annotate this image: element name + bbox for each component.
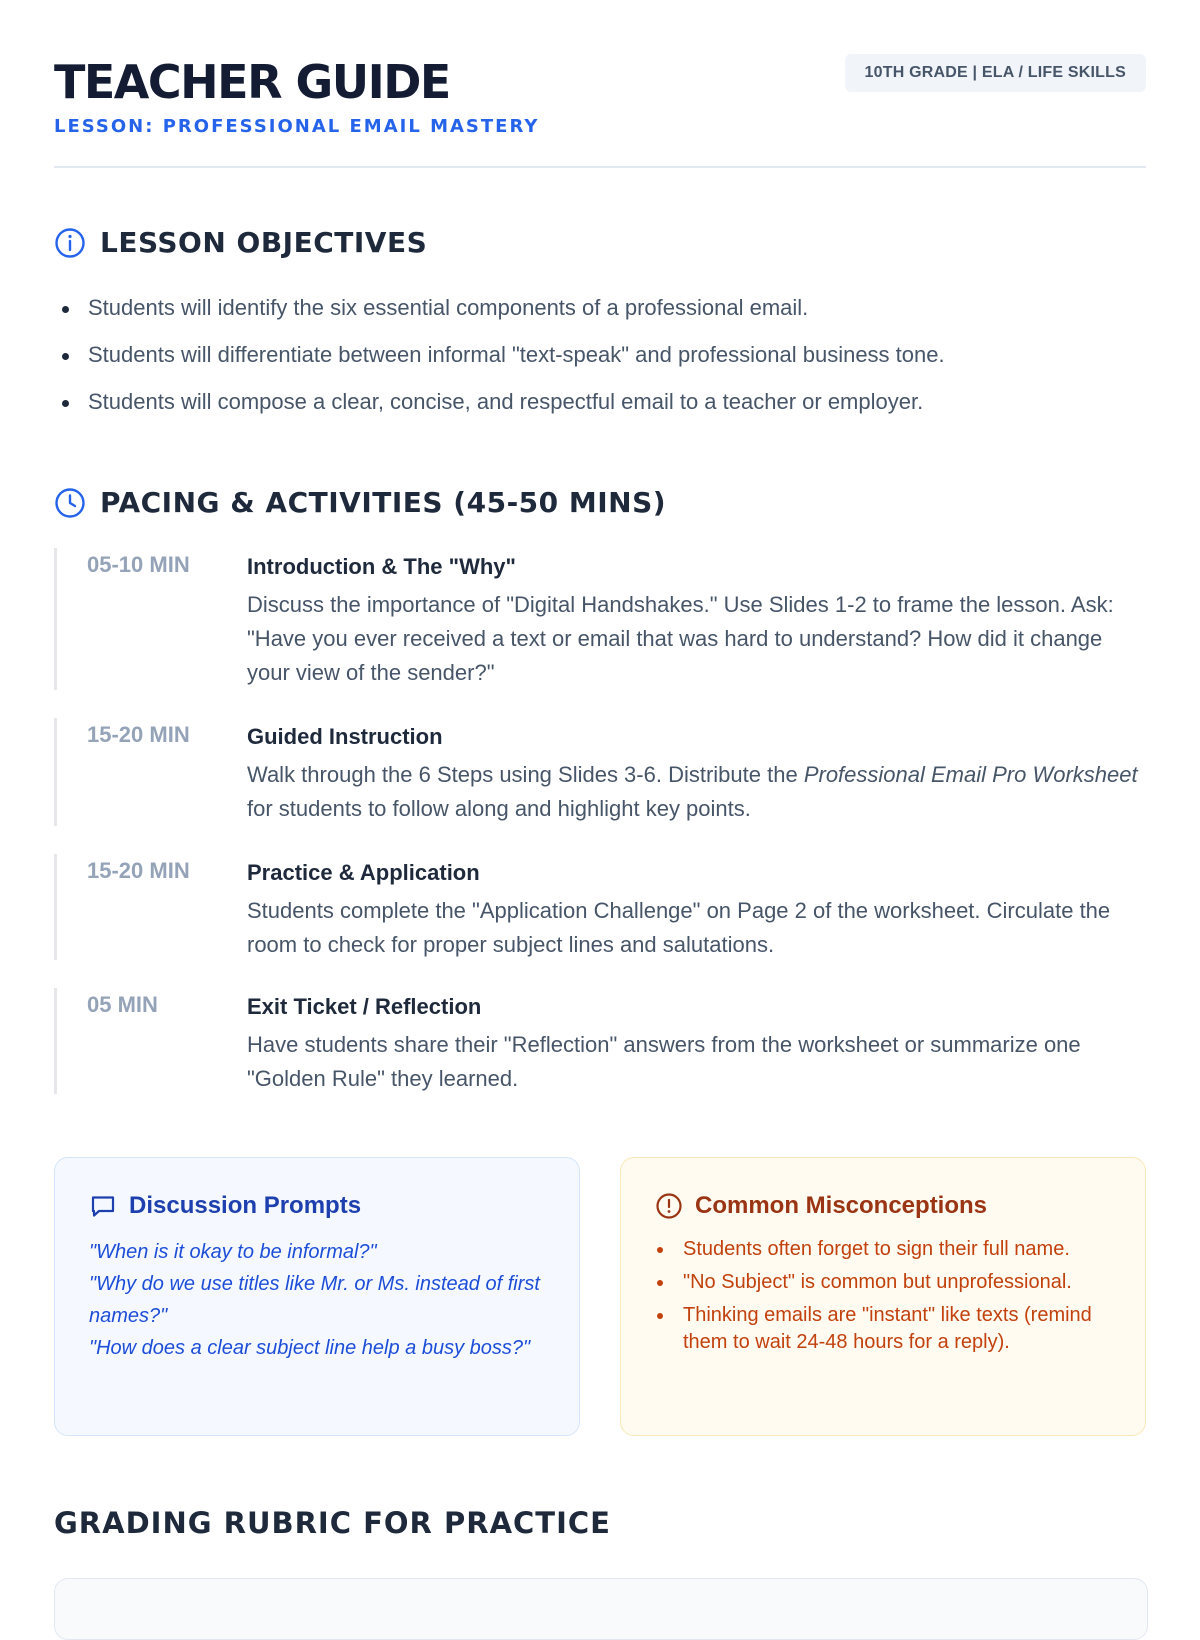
discussion-prompt: "Why do we use titles like Mr. or Ms. instead of first names?" <box>89 1273 540 1327</box>
objectives-list <box>54 288 1146 429</box>
pacing-activity-title: Practice & Application <box>247 860 480 885</box>
pacing-row <box>54 548 1146 690</box>
discussion-prompts-list <box>89 1236 545 1364</box>
page-header <box>54 0 1146 168</box>
chat-bubble-icon <box>89 1192 117 1220</box>
clock-icon <box>54 487 86 519</box>
pacing-time: 05 MIN <box>87 992 158 1017</box>
rubric-table <box>54 1578 1148 1640</box>
pacing-time: 15-20 MIN <box>87 722 190 747</box>
misconceptions-heading <box>655 1188 1111 1224</box>
misconceptions-title: Common Misconceptions <box>695 1192 988 1219</box>
list-item: "No Subject" is common but unprofessional. <box>655 1269 1111 1296</box>
pacing-activity-desc <box>247 758 1146 826</box>
pacing-heading <box>54 486 666 519</box>
desc-text: for students to follow along and highlight key points. <box>247 796 751 821</box>
list-item: Students often forget to sign their full name. <box>655 1236 1111 1263</box>
pacing-row <box>54 718 1146 826</box>
pacing-time: 15-20 MIN <box>87 858 190 883</box>
pacing-activity-title: Exit Ticket / Reflection <box>247 994 482 1019</box>
discussion-prompts-card <box>54 1157 580 1436</box>
worksheet-title: Professional Email Pro Worksheet <box>803 762 1138 787</box>
discussion-prompt: "When is it okay to be informal?" <box>89 1241 377 1263</box>
pacing-timeline <box>54 548 1146 1094</box>
rubric-heading: GRADING RUBRIC FOR PRACTICE <box>54 1506 611 1540</box>
list-item: Thinking emails are "instant" like texts (remind them to wait 24-48 hours for a reply). <box>655 1302 1111 1356</box>
misconceptions-list <box>655 1236 1111 1356</box>
discussion-prompt: "How does a clear subject line help a busy boss?" <box>89 1337 531 1359</box>
pacing-activity-desc: Discuss the importance of "Digital Handshakes." Use Slides 1-2 to frame the lesson. Ask: "Have you ever received a text or email that was hard to understand? How did it change your view of the sender?" <box>247 592 1114 685</box>
misconceptions-card <box>620 1157 1146 1436</box>
list-item: Students will identify the six essential components of a professional email. <box>54 288 1146 335</box>
objectives-heading <box>54 226 427 259</box>
pacing-row <box>54 854 1146 960</box>
pacing-row <box>54 988 1146 1094</box>
discussion-heading <box>89 1188 545 1224</box>
discussion-title: Discussion Prompts <box>129 1192 362 1219</box>
pacing-activity-title: Introduction & The "Why" <box>247 554 516 579</box>
list-item: Students will compose a clear, concise, and respectful email to a teacher or employer. <box>54 382 1146 429</box>
objectives-title: LESSON OBJECTIVES <box>100 226 428 259</box>
list-item: Students will differentiate between informal "text-speak" and professional business tone. <box>54 335 1146 382</box>
pacing-activity-desc: Students complete the "Application Challenge" on Page 2 of the worksheet. Circulate the room to check for proper subject lines and salutations. <box>247 898 1111 957</box>
pacing-title: PACING & ACTIVITIES (45-50 MINS) <box>100 486 667 519</box>
page-title: TEACHER GUIDE <box>54 55 450 109</box>
desc-text: Walk through the 6 Steps using Slides 3-6. Distribute the <box>247 762 804 787</box>
info-icon <box>54 227 86 259</box>
pacing-time: 05-10 MIN <box>87 552 190 577</box>
alert-circle-icon <box>655 1192 683 1220</box>
lesson-subtitle: LESSON: PROFESSIONAL EMAIL MASTERY <box>54 116 540 137</box>
pacing-activity-desc: Have students share their "Reflection" answers from the worksheet or summarize one "Golden Rule" they learned. <box>247 1032 1081 1091</box>
pacing-activity-title: Guided Instruction <box>247 724 443 749</box>
grade-badge: 10TH GRADE | ELA / LIFE SKILLS <box>845 54 1146 92</box>
